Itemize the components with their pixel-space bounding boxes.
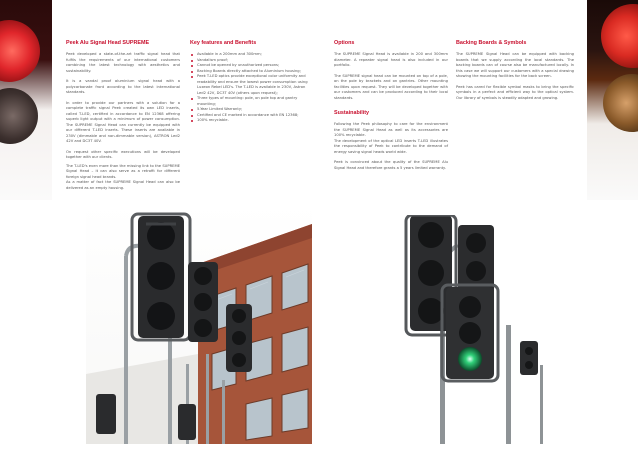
column-backing-boards — [456, 40, 574, 106]
peek-alu-paragraph: Peek developed a state-of-the-art traffic signal head that fulfils the requirements of our international customers combining the latest technology with aesthetics and sustainability. — [66, 52, 180, 73]
traffic-lights-green-photo — [334, 215, 560, 444]
feature-item: Certified and CE marked in accordance with EN 12368; — [190, 113, 312, 119]
backing-boards-paragraph: The SUPREME Signal Head can be equipped with backing boards that we supply according the local standards. The backing boards can of course also be manufactured locally. In this case we will support our customers with a special drawing showing the mounting facilities for the back screen. — [456, 52, 574, 78]
column-peek-alu — [66, 40, 180, 196]
feature-item: Backing Boards directly attached to Aluminium housing; — [190, 69, 312, 75]
signal-head-icon — [226, 304, 252, 372]
key-features-heading: Key features and Benefits — [190, 40, 257, 46]
signal-head-icon — [520, 341, 538, 375]
peek-alu-paragraph: In order to provide our partners with a solution for a complete traffic signal Peek created its own LED inserts, called T-LED, certified in accordance to EN 12368 offering superb light output with a minimum of power consumption. The SUPREME Signal Head can currently be equipped with our different T-LED inserts. These inserts are available in 230V (dimmable and non-dimmable version), ASTRON Led2 42V and DC3T 40V. — [66, 100, 180, 143]
traffic-lights-green-icon — [334, 215, 560, 444]
signal-head-icon — [132, 214, 190, 340]
red-light-strip — [0, 0, 52, 200]
key-features-list — [190, 52, 312, 124]
backing-boards-paragraph: Peek has cared for flexible symbol masks to bring the specific symbols in a perfect and efficient way to the optical system. Our library of symbols is steadily adapted and growing. — [456, 84, 574, 100]
options-paragraph: The SUPREME signal head can be mounted on top of a pole, on the pole by brackets and on gantries. Other mounting facilities upon request. They will be developed together with our customers and can be produced according to their local standards. — [334, 73, 448, 100]
feature-item: Cannot be opened by unauthorized persons; — [190, 63, 312, 69]
feature-item: Available in a 200mm and 300mm; — [190, 52, 312, 58]
green-signal-head-icon — [442, 285, 498, 381]
peek-alu-paragraph: On request other specific executions will be developed together with our clients. — [66, 149, 180, 159]
green-lamp-icon — [458, 347, 482, 371]
feature-item: 100% recyclable. — [190, 118, 312, 124]
red-lamp-icon — [601, 4, 638, 68]
red-amber-light-strip — [587, 0, 638, 200]
peek-alu-paragraph: The T-LED's even more than the missing link to the SUPREME Signal Head – it can also serve as a retrofit for different foreign signal head brands. — [66, 163, 180, 179]
amber-lamp-icon — [603, 74, 638, 132]
column-key-features — [190, 40, 312, 124]
sustainability-heading: Sustainability — [334, 110, 370, 116]
sustainability-paragraph: Following the Peek philosophy to care for the environment the SUPREME Signal Head as well as its accessories are 100% recyclable. — [334, 122, 448, 137]
sustainability-paragraph: Peek is convinced about the quality of the SUPREME Alu Signal Head and therefore grants a 5 years limited warranty. — [334, 160, 448, 170]
peek-alu-paragraph: It is a vandal proof aluminium signal head with a polycarbonate front according to the latest international standards. — [66, 79, 180, 94]
feature-item: Three types of mounting: pole, on pole top and gantry mounting; — [190, 96, 312, 107]
lamp-housing-icon — [0, 88, 38, 144]
options-paragraph: The SUPREME Signal Head is available in 200 and 300mm diameter. A repeater signal head is also included in our portfolio. — [334, 52, 448, 67]
traffic-lights-building-photo — [86, 204, 312, 444]
red-lamp-icon — [0, 20, 40, 82]
feature-item: Vandalism proof; — [190, 58, 312, 64]
traffic-lights-building-icon — [86, 204, 312, 444]
feature-item: Peek T-LED optics provide exceptional color uniformity and readability and ensure the lowest power consumption using Luxeon Rebel LED's. The T-LED is available in 230V, Astron Led2 42V, DC3T 40V (others upon request); — [190, 74, 312, 96]
peek-alu-paragraph: As a matter of fact the SUPREME Signal Head can also be delivered as an empty housing. — [66, 180, 180, 190]
column-options — [334, 40, 448, 176]
feature-item: 5-Year Limited Warranty; — [190, 107, 312, 113]
peek-alu-heading: Peek Alu Signal Head SUPREME — [66, 40, 150, 46]
sustainability-paragraph: The development of the optical LED inserts T-LED illustrates the responsibility of Peek to contribute to the demand of energy saving signal heads world wide. — [334, 138, 448, 154]
backing-boards-heading: Backing Boards & Symbols — [456, 40, 527, 46]
signal-head-icon — [188, 262, 218, 342]
options-heading: Options — [334, 40, 355, 46]
